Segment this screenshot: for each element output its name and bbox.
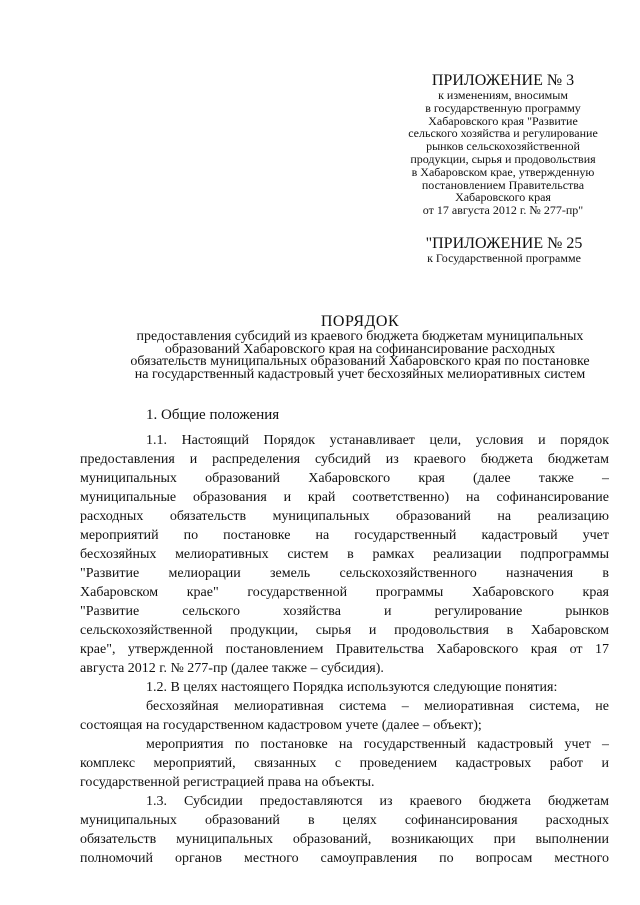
subtitle-line: обязательств муниципальных образований Хабаровского края по постановке: [130, 354, 590, 369]
document-subtitle: [90, 331, 630, 381]
paragraph-line: августа 2012 г. № 277-пр (далее также – субсидия).: [80, 661, 384, 676]
body-text: [80, 431, 609, 868]
paragraph-line: мероприятия по постановке на государственный кадастровый учет –: [146, 737, 609, 752]
appendix-3-line: продукции, сырья и продовольствия: [410, 151, 596, 166]
paragraph-line: комплекс мероприятий, связанных с проведением кадастровых работ и: [80, 756, 609, 771]
paragraph-line: полномочий органов местного самоуправления по вопросам местного: [80, 851, 609, 866]
paragraph-line: 1.1. Настоящий Порядок устанавливает цели, условия и порядок: [146, 433, 609, 448]
paragraph-line: мероприятий по постановке на государственный кадастровый учет: [80, 528, 609, 543]
appendix-25-title: "ПРИЛОЖЕНИЕ № 25: [425, 235, 583, 252]
paragraph-line: 1.2. В целях настоящего Порядка используются следующие понятия:: [146, 680, 558, 695]
paragraph-line: "Развитие мелиорации земель сельскохозяйственного назначения в: [80, 566, 609, 581]
appendix-25-block: [398, 235, 610, 265]
appendix-25-subtitle: к Государственной программе: [427, 251, 581, 265]
paragraph-line: муниципальных образований в целях софинансирования расходных: [80, 813, 609, 828]
appendix-3-line: рынков сельскохозяйственной: [426, 139, 580, 154]
paragraph-line: состоящая на государственном кадастровом учете (далее – объект);: [80, 718, 482, 733]
paragraph-line: бесхозяйная мелиоративная система – мелиоративная система, не: [146, 699, 609, 714]
page-title: ПОРЯДОК: [320, 313, 400, 330]
paragraph-line: обязательств муниципальных образований, возникающих при выполнении: [80, 832, 609, 847]
paragraph-line: расходных обязательств муниципальных образований на реализацию: [80, 509, 609, 524]
paragraph-line: муниципальных образований Хабаровского края (далее также –: [80, 471, 609, 486]
appendix-3-line: сельского хозяйства и регулирование: [408, 126, 598, 141]
paragraph-line: 1.3. Субсидии предоставляются из краевого бюджета бюджетам: [146, 794, 609, 809]
appendix-3-line: Хабаровского края "Развитие: [428, 113, 578, 128]
subtitle-line: образований Хабаровского края на софинансирование расходных: [164, 341, 556, 357]
appendix-3-line: от 17 августа 2012 г. № 277-пр": [422, 203, 584, 218]
appendix-3-title: ПРИЛОЖЕНИЕ № 3: [431, 72, 575, 89]
paragraph-line: сельскохозяйственной продукции, сырья и продовольствия в Хабаровском: [80, 623, 609, 638]
paragraph-line: крае", утвержденной постановлением Правительства Хабаровского края от 17: [80, 642, 609, 657]
appendix-3-line: в государственную программу: [425, 100, 581, 115]
appendix-3-block: [388, 72, 618, 217]
appendix-3-line: к изменениям, вносимым: [438, 88, 568, 102]
paragraph-line: муниципальные образования и край соответственно) на софинансирование: [80, 490, 609, 505]
paragraph-line: государственной регистрацией права на объекты.: [80, 775, 375, 790]
paragraph-line: "Развитие сельского хозяйства и регулирование рынков: [80, 604, 609, 619]
appendix-3-line: Хабаровского края: [455, 190, 551, 205]
paragraph-line: предоставления и распределения субсидий из краевого бюджета бюджетам: [80, 452, 609, 467]
paragraph-line: Хабаровском крае" государственной программы Хабаровского края: [80, 585, 609, 600]
subtitle-line: предоставления субсидий из краевого бюджета бюджетам муниципальных: [136, 329, 584, 344]
section-heading: 1. Общие положения: [146, 407, 280, 423]
appendix-3-line: постановлением Правительства: [421, 177, 585, 192]
appendix-3-line: в Хабаровском крае, утвержденную: [411, 164, 595, 179]
subtitle-line: на государственный кадастровый учет бесхозяйных мелиоративных систем: [134, 366, 586, 382]
paragraph-line: бесхозяйных мелиоративных систем в рамках реализации подпрограммы: [80, 547, 609, 562]
